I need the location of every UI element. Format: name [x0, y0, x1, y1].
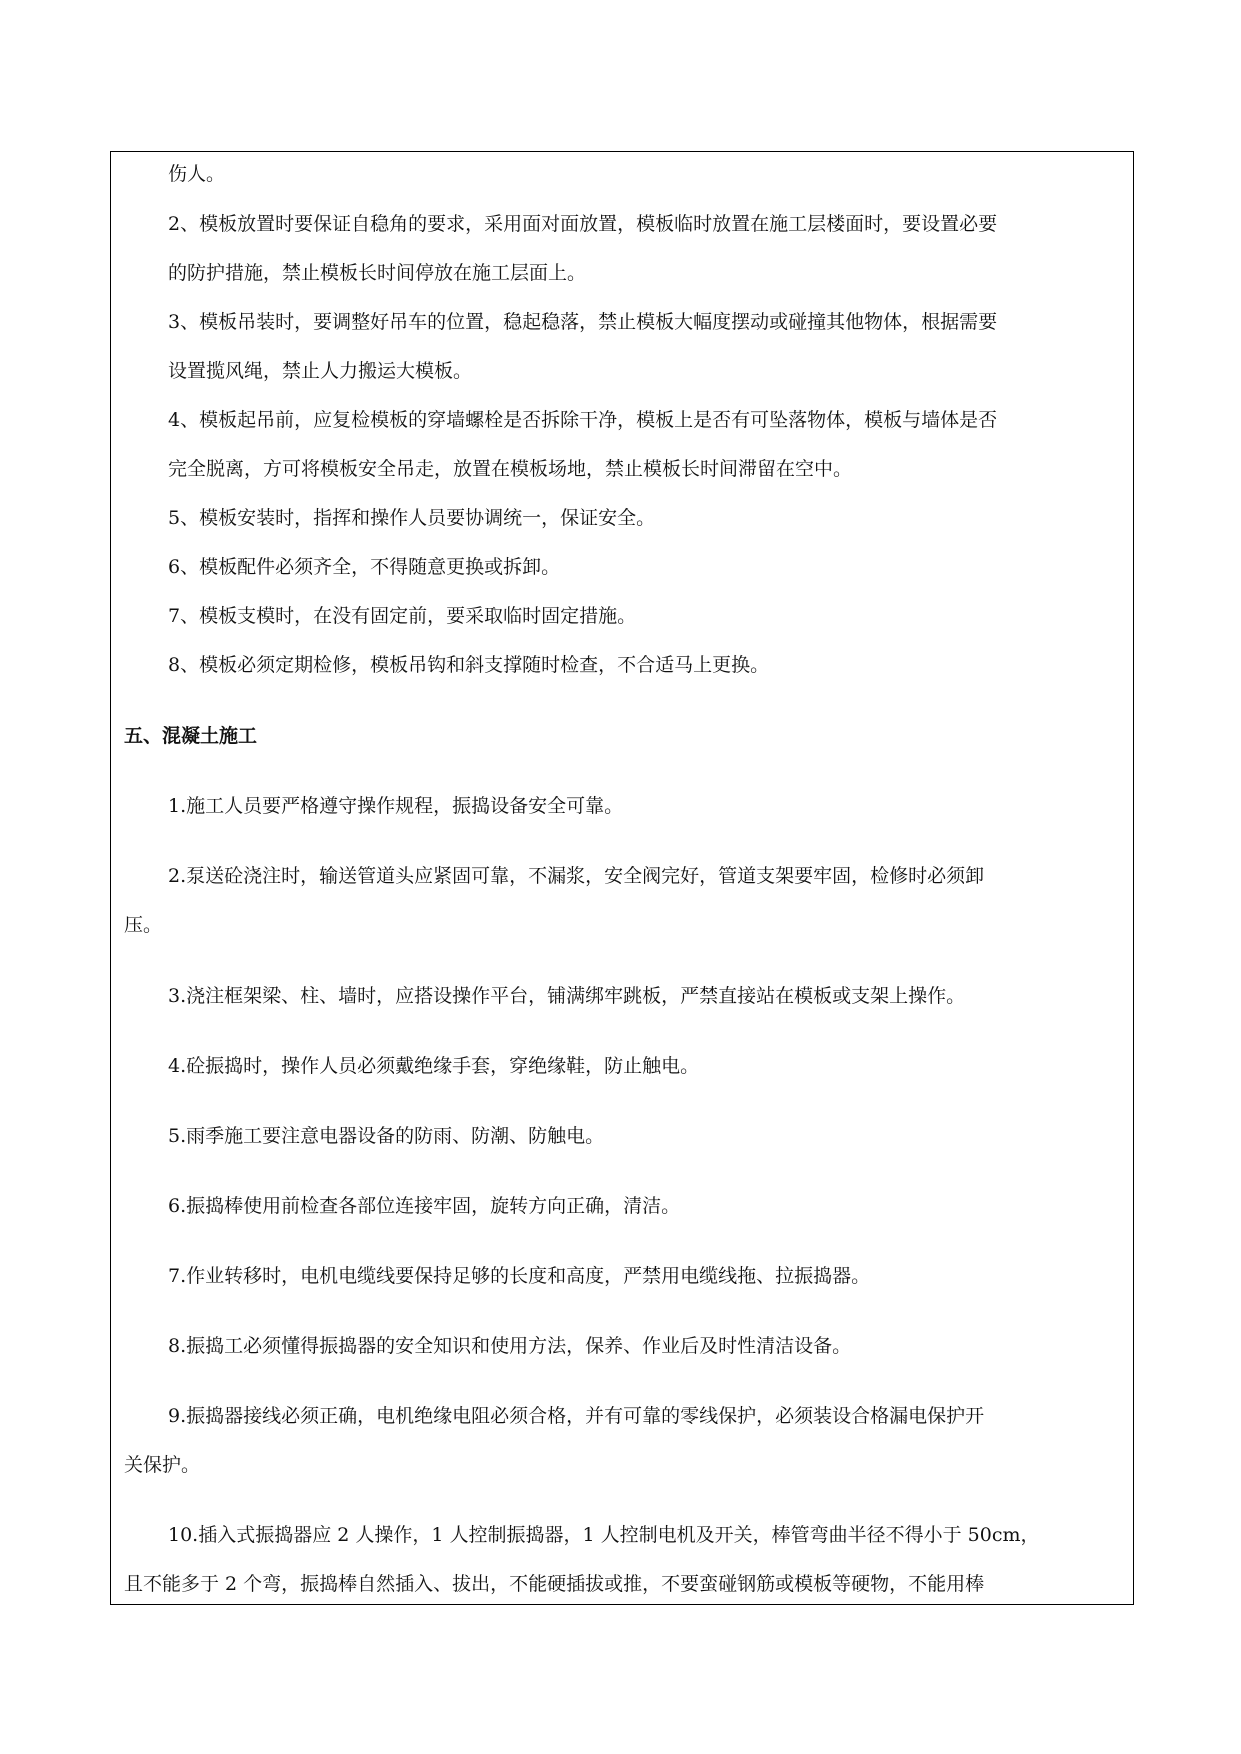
paragraph-line: 7、模板支模时，在没有固定前，要采取临时固定措施。	[168, 605, 637, 627]
paragraph-line: 6.振捣棒使用前检查各部位连接牢固，旋转方向正确，清洁。	[168, 1195, 681, 1217]
paragraph-line: 1.施工人员要严格遵守操作规程，振捣设备安全可靠。	[168, 795, 624, 817]
paragraph-line: 5、模板安装时，指挥和操作人员要协调统一，保证安全。	[168, 507, 656, 529]
paragraph-line: 2、模板放置时要保证自稳角的要求，采用面对面放置，模板临时放置在施工层楼面时，要设置必要	[168, 213, 998, 235]
section-heading: 五、混凝土施工	[124, 725, 258, 747]
paragraph-line: 且不能多于 2 个弯，振捣棒自然插入、拔出，不能硬插拔或推，不要蛮碰钢筋或模板等硬物，不能用棒	[124, 1573, 985, 1595]
paragraph-line: 的防护措施，禁止模板长时间停放在施工层面上。	[168, 262, 587, 284]
paragraph-line: 完全脱离，方可将模板安全吊走，放置在模板场地，禁止模板长时间滞留在空中。	[168, 458, 853, 480]
paragraph-line: 8、模板必须定期检修，模板吊钩和斜支撑随时检查，不合适马上更换。	[168, 654, 770, 676]
paragraph-line: 8.振捣工必须懂得振捣器的安全知识和使用方法，保养、作业后及时性清洁设备。	[168, 1335, 852, 1357]
paragraph-line: 压。	[124, 914, 163, 936]
paragraph-line: 设置揽风绳，禁止人力搬运大模板。	[168, 360, 473, 382]
paragraph-line: 7.作业转移时，电机电缆线要保持足够的长度和高度，严禁用电缆线拖、拉振捣器。	[168, 1265, 871, 1287]
paragraph-line: 4.砼振捣时，操作人员必须戴绝缘手套，穿绝缘鞋，防止触电。	[168, 1055, 700, 1077]
paragraph-line: 3.浇注框架梁、柱、墙时，应搭设操作平台，铺满绑牢跳板，严禁直接站在模板或支架上操作。	[168, 985, 966, 1007]
paragraph-line: 10.插入式振捣器应 2 人操作，1 人控制振捣器，1 人控制电机及开关，棒管弯曲半径不得小于 50cm，	[168, 1524, 1040, 1546]
paragraph-line: 关保护。	[124, 1454, 201, 1476]
paragraph-line: 2.泵送砼浇注时，输送管道头应紧固可靠，不漏浆，安全阀完好，管道支架要牢固，检修时必须卸	[168, 865, 985, 887]
paragraph-line: 伤人。	[168, 163, 226, 185]
paragraph-line: 6、模板配件必须齐全，不得随意更换或拆卸。	[168, 556, 561, 578]
paragraph-line: 4、模板起吊前，应复检模板的穿墙螺栓是否拆除干净，模板上是否有可坠落物体，模板与墙体是否	[168, 409, 998, 431]
paragraph-line: 5.雨季施工要注意电器设备的防雨、防潮、防触电。	[168, 1125, 605, 1147]
paragraph-line: 3、模板吊装时，要调整好吊车的位置，稳起稳落，禁止模板大幅度摆动或碰撞其他物体，根据需要	[168, 311, 998, 333]
paragraph-line: 9.振捣器接线必须正确，电机绝缘电阻必须合格，并有可靠的零线保护，必须装设合格漏电保护开	[168, 1405, 985, 1427]
